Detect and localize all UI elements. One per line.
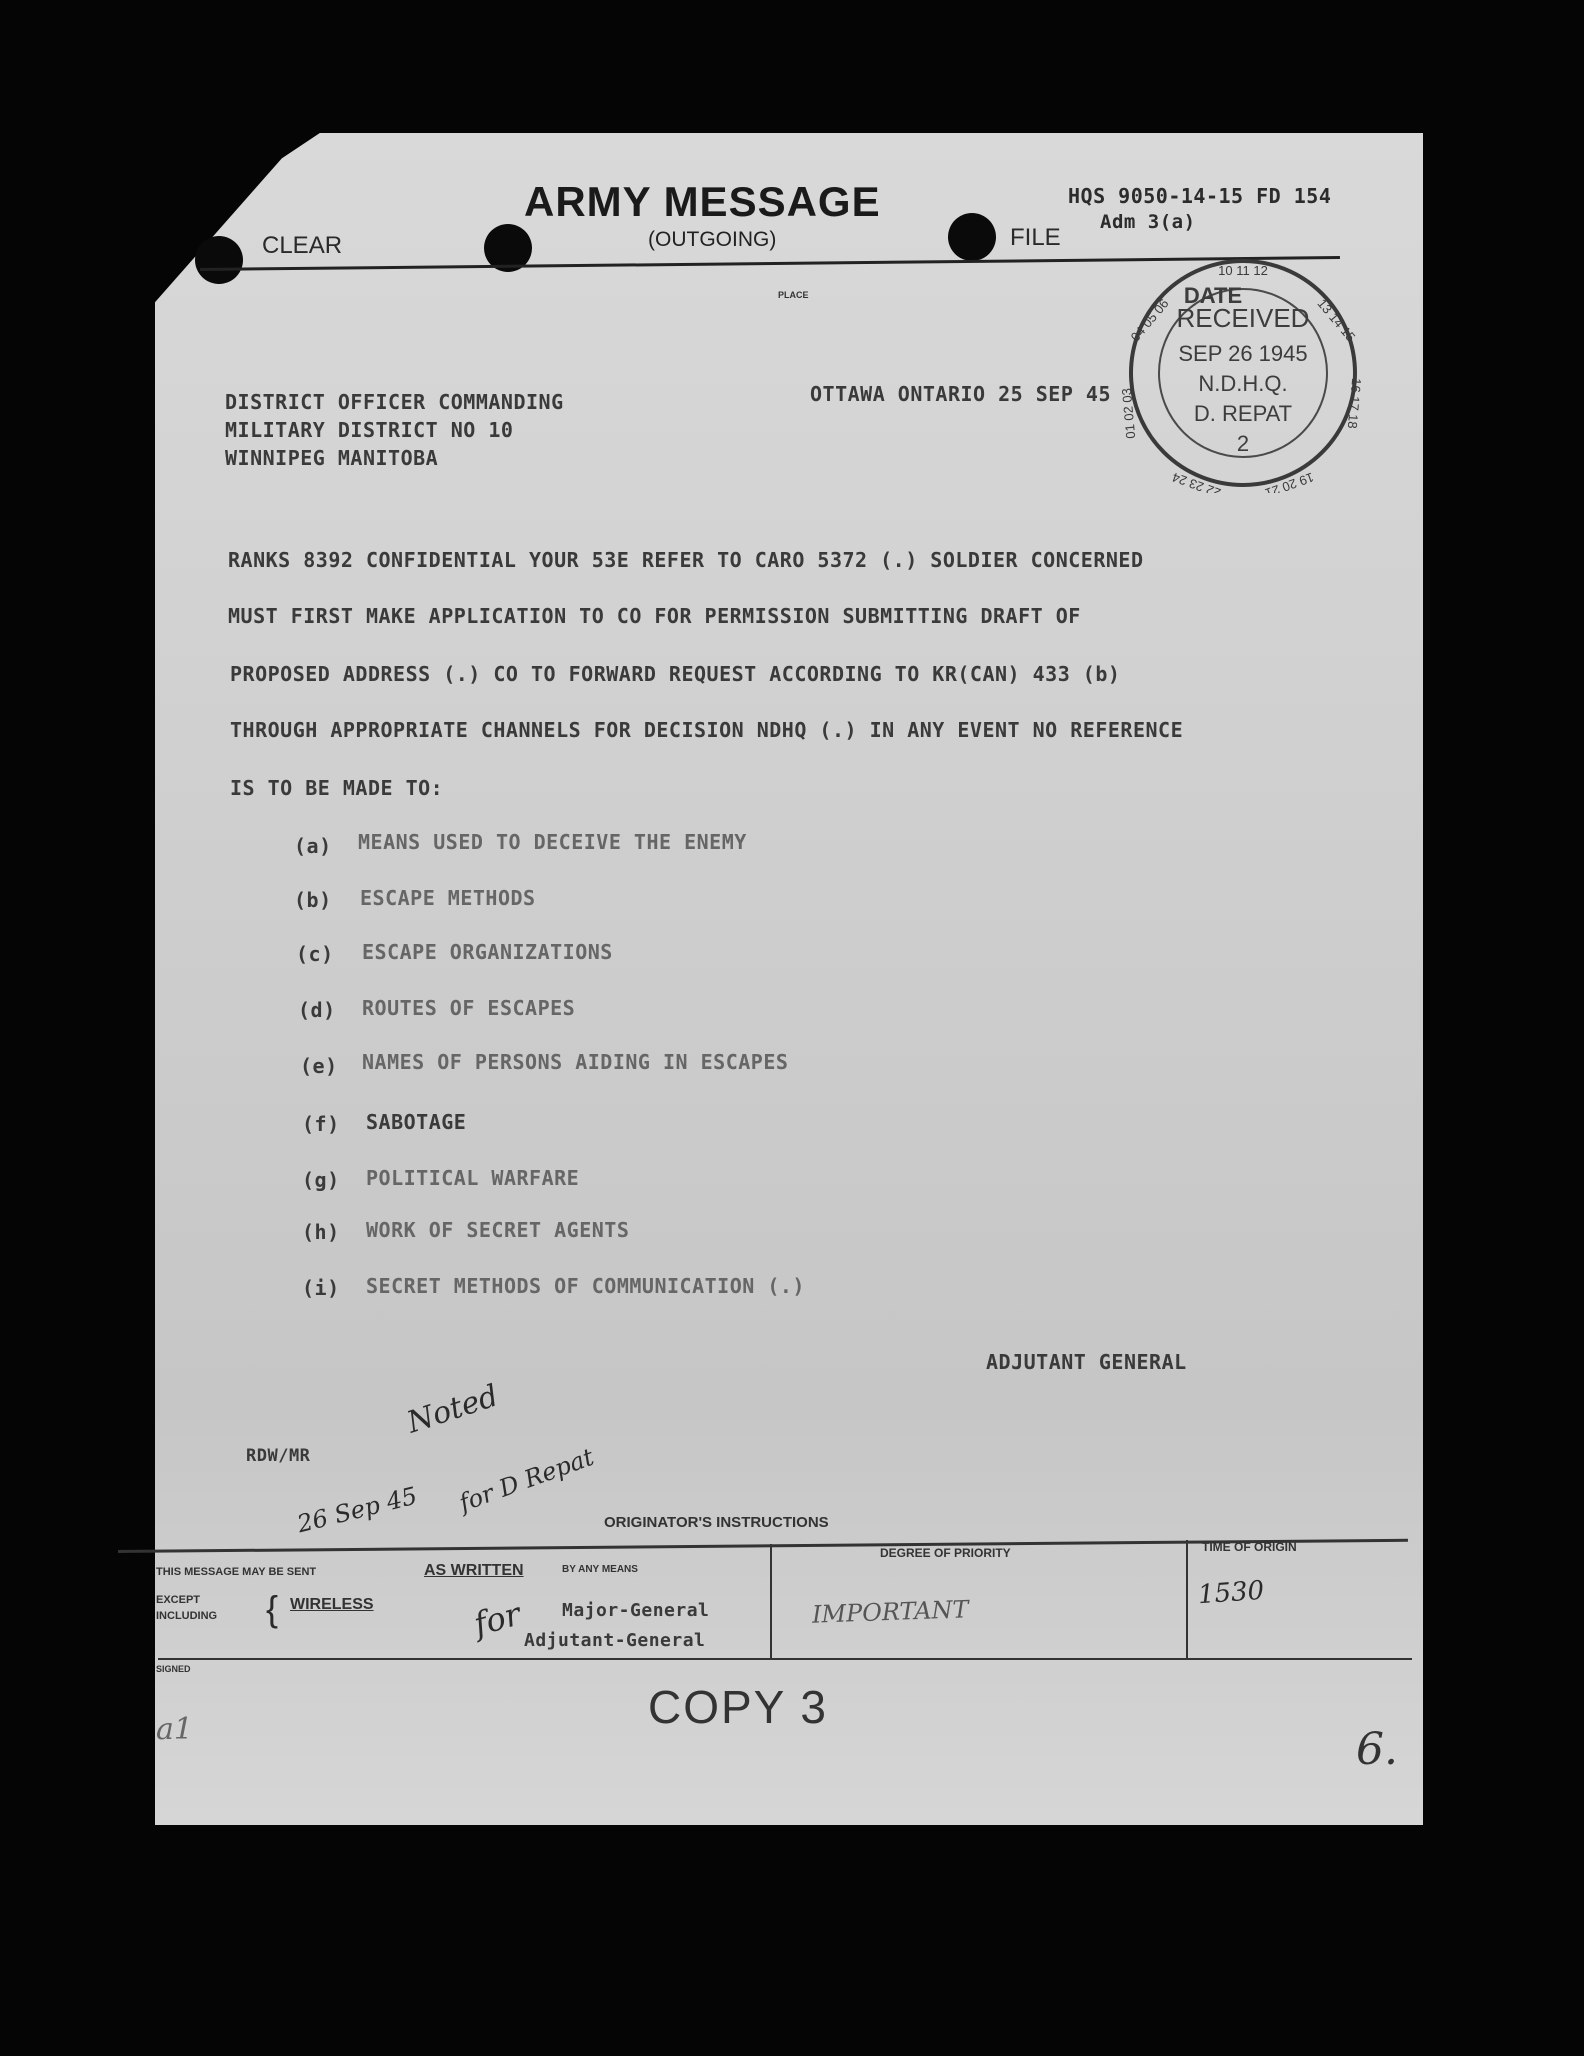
list-item-key: (h) [302, 1220, 340, 1244]
stamp-date: SEP 26 1945 [1178, 341, 1308, 366]
may-be-sent-label: THIS MESSAGE MAY BE SENT [156, 1566, 317, 1578]
list-item: ESCAPE METHODS [360, 886, 536, 910]
as-written-option: AS WRITTEN [424, 1562, 524, 1579]
addressee-line-3: WINNIPEG MANITOBA [225, 446, 439, 470]
stamp-office: N.D.H.Q. [1198, 371, 1288, 396]
svg-text:10 11 12: 10 11 12 [1218, 263, 1268, 278]
form-title: ARMY MESSAGE [524, 178, 881, 225]
signed-label: SIGNED [156, 1664, 191, 1674]
by-any-means-label: BY ANY MEANS [562, 1564, 638, 1575]
sender-signature: ADJUTANT GENERAL [986, 1350, 1187, 1374]
body-line-2: MUST FIRST MAKE APPLICATION TO CO FOR PERMISSION SUBMITTING DRAFT OF [228, 604, 1081, 628]
list-item: POLITICAL WARFARE [366, 1166, 580, 1190]
handwritten-date: 26 Sep 45 [294, 1481, 420, 1539]
handwritten-corner-mark: a1 [156, 1712, 193, 1747]
body-line-3: PROPOSED ADDRESS (.) CO TO FORWARD REQUEST ACCORDING TO KR(CAN) 433 (b) [230, 662, 1121, 686]
handwritten-for-repat: for D Repat [455, 1442, 598, 1518]
list-item-key: (i) [302, 1276, 340, 1300]
page-number: 6. [1356, 1724, 1398, 1775]
svg-text:01 02 03: 01 02 03 [1118, 387, 1139, 440]
form-subtitle: (OUTGOING) [648, 228, 777, 251]
time-of-origin-label: TIME OF ORIGIN [1202, 1540, 1297, 1554]
wireless-option: WIRELESS [290, 1596, 374, 1613]
punch-hole-left [195, 236, 243, 284]
list-item-key: (a) [294, 834, 332, 858]
copy-number: COPY 3 [648, 1681, 828, 1733]
svg-text:13 14 15: 13 14 15 [1314, 295, 1359, 345]
priority-label: DEGREE OF PRIORITY [880, 1546, 1011, 1560]
footer-time-divider [1186, 1540, 1188, 1658]
list-item-key: (d) [298, 998, 336, 1022]
list-item-key: (b) [294, 888, 332, 912]
stamp-date-label: DATE [1183, 283, 1243, 308]
list-item-key: (e) [300, 1054, 338, 1078]
body-line-5: IS TO BE MADE TO: [230, 776, 444, 800]
punch-hole-right [948, 213, 996, 261]
list-item-key: (g) [302, 1168, 340, 1192]
file-label: FILE [1010, 224, 1061, 251]
stamp-directorate: D. REPAT [1193, 401, 1293, 426]
footer-priority-divider [770, 1544, 772, 1658]
originator-instructions-label: ORIGINATOR'S INSTRUCTIONS [604, 1514, 829, 1531]
including-label: INCLUDING [156, 1610, 218, 1622]
body-line-4: THROUGH APPROPRIATE CHANNELS FOR DECISION NDHQ (.) IN ANY EVENT NO REFERENCE [230, 718, 1184, 742]
handwritten-for: for [469, 1594, 525, 1644]
stamp-received: RECEIVED [1176, 303, 1310, 333]
brace-mark: { [266, 1588, 279, 1629]
svg-text:19 20 21: 19 20 21 [1263, 469, 1316, 493]
list-item: MEANS USED TO DECEIVE THE ENEMY [358, 830, 747, 854]
svg-text:16 17 18: 16 17 18 [1344, 377, 1365, 430]
origin-place-date: OTTAWA ONTARIO 25 SEP 45 [810, 382, 1111, 406]
place-label: PLACE [778, 290, 809, 300]
list-item-key: (f) [302, 1112, 340, 1136]
svg-text:04 05 06: 04 05 06 [1127, 295, 1172, 345]
body-line-1: RANKS 8392 CONFIDENTIAL YOUR 53E REFER TO CARO 5372 (.) SOLDIER CONCERNED [228, 548, 1144, 572]
typist-initials: RDW/MR [246, 1446, 311, 1466]
clear-label: CLEAR [262, 232, 343, 259]
signer-appointment: Adjutant-General [524, 1630, 706, 1651]
except-label: EXCEPT [156, 1594, 201, 1606]
list-item: NAMES OF PERSONS AIDING IN ESCAPES [362, 1050, 789, 1074]
list-item: ESCAPE ORGANIZATIONS [362, 940, 613, 964]
handwritten-noted: Noted [402, 1378, 503, 1441]
file-reference-sub: Adm 3(a) [1100, 211, 1196, 233]
stamp-number: 2 [1236, 431, 1250, 456]
signer-rank: Major-General [562, 1600, 710, 1621]
svg-text:22 23 24: 22 23 24 [1170, 469, 1223, 493]
list-item: WORK OF SECRET AGENTS [366, 1218, 630, 1242]
addressee-line-2: MILITARY DISTRICT NO 10 [225, 418, 514, 442]
handwritten-time: 1530 [1197, 1575, 1266, 1611]
footer-bottom-rule [158, 1658, 1412, 1660]
received-stamp [1098, 253, 1388, 493]
addressee-line-1: DISTRICT OFFICER COMMANDING [225, 390, 564, 414]
file-reference: HQS 9050-14-15 FD 154 [1068, 184, 1332, 208]
list-item: SECRET METHODS OF COMMUNICATION (.) [366, 1274, 805, 1298]
handwritten-priority: IMPORTANT [811, 1595, 970, 1629]
list-item: ROUTES OF ESCAPES [362, 996, 576, 1020]
list-item: SABOTAGE [366, 1110, 467, 1134]
list-item-key: (c) [296, 942, 334, 966]
